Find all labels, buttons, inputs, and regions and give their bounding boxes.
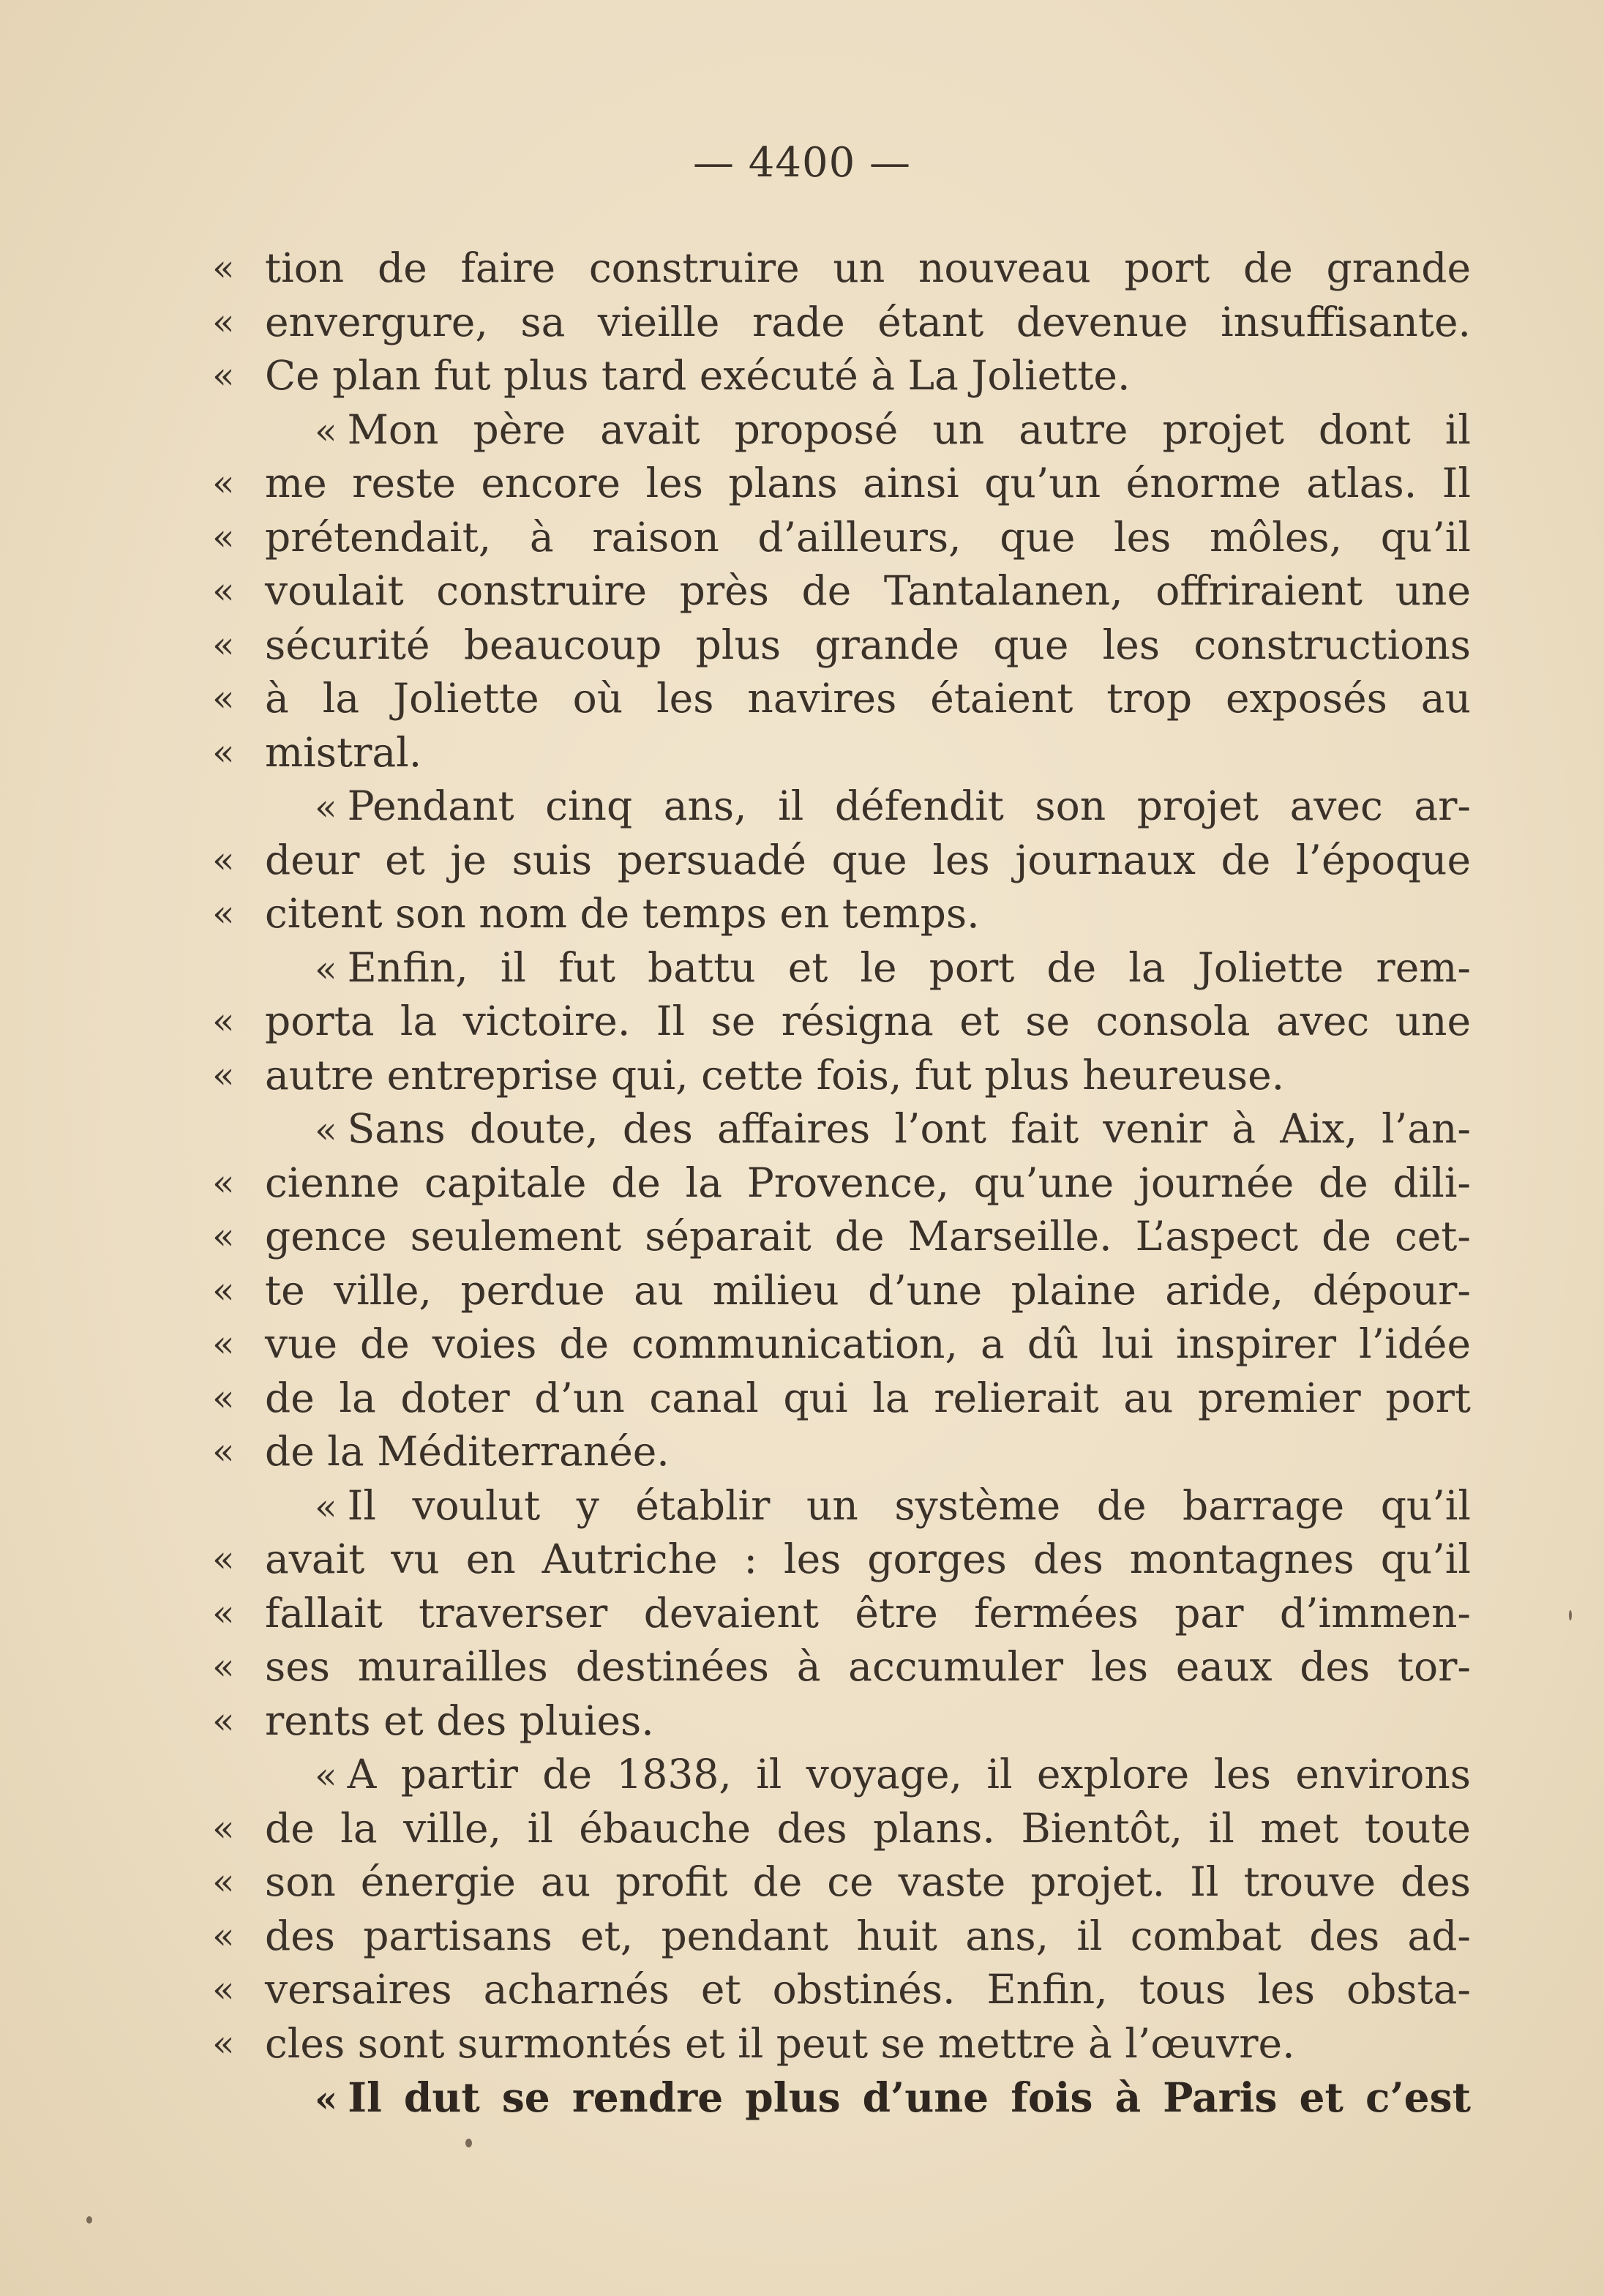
text-line (212, 1640, 1471, 1694)
continuation-guillemet: « (212, 1215, 235, 1257)
line-text: Pendant cinq ans, il défendit son projet avec ar- (347, 782, 1471, 829)
line-text: fallait traverser devaient être fermées par d’immen- (265, 1589, 1471, 1637)
continuation-guillemet: « (212, 1000, 235, 1042)
text-line (212, 349, 1471, 403)
line-text: son énergie au profit de ce vaste projet. Il trouve des (265, 1858, 1471, 1905)
line-text: te ville, perdue au milieu d’une plaine aride, dépour- (265, 1266, 1471, 1314)
text-line (212, 1156, 1471, 1211)
line-text: Il dut se rendre plus d’une fois à Paris et c’est (348, 2073, 1471, 2121)
text-line (212, 995, 1471, 1049)
line-text: ses murailles destinées à accumuler les eaux des tor- (265, 1643, 1471, 1690)
line-text: des partisans et, pendant huit ans, il combat des ad- (265, 1912, 1471, 1959)
continuation-guillemet: « (212, 1914, 235, 1957)
text-line (212, 1317, 1471, 1372)
line-text: à la Joliette où les navires étaient trop exposés au (265, 675, 1471, 722)
continuation-guillemet: « (212, 1430, 235, 1473)
opening-guillemet: « (315, 1109, 337, 1151)
opening-guillemet: « (315, 947, 337, 990)
text-line (212, 2071, 1471, 2125)
continuation-guillemet: « (212, 1268, 235, 1312)
text-line (212, 1049, 1471, 1103)
text-line (212, 564, 1471, 618)
text-line (212, 1533, 1471, 1587)
line-text: Il voulut y établir un système de barrage qu’il (347, 1481, 1471, 1529)
text-line (212, 1587, 1471, 1641)
continuation-guillemet: « (212, 838, 235, 881)
text-line (212, 1372, 1471, 1426)
text-line (212, 1694, 1471, 1749)
line-text: cles sont surmontés et il peut se mettre à l’œuvre. (265, 2019, 1295, 2067)
line-text: cienne capitale de la Provence, qu’une journée de dili- (265, 1159, 1471, 1206)
opening-guillemet: « (315, 1754, 337, 1797)
line-text: avait vu en Autriche : les gorges des montagnes qu’il (265, 1536, 1471, 1582)
continuation-guillemet: « (212, 1591, 235, 1634)
opening-guillemet: « (315, 2077, 338, 2120)
text-line (212, 779, 1471, 834)
continuation-guillemet: « (212, 1699, 235, 1742)
line-text: Ce plan fut plus tard exécuté à La Joliette. (265, 352, 1131, 399)
text-line (212, 242, 1471, 296)
line-text: mistral. (265, 728, 422, 776)
continuation-guillemet: « (212, 892, 235, 935)
continuation-guillemet: « (212, 1376, 235, 1419)
text-line (212, 887, 1471, 941)
continuation-guillemet: « (212, 1645, 235, 1688)
continuation-guillemet: « (212, 1161, 235, 1204)
line-text: envergure, sa vieille rade étant devenue insuffisante. (265, 298, 1471, 345)
line-text: Enfin, il fut battu et le port de la Joliette rem- (347, 943, 1471, 991)
line-text: de la doter d’un canal qui la relierait au premier port (265, 1374, 1471, 1421)
line-text: tion de faire construire un nouveau port de grande (265, 244, 1471, 291)
continuation-guillemet: « (212, 1861, 235, 1903)
text-line (212, 672, 1471, 726)
line-text: Sans doute, des affaires l’ont fait venir à Aix, l’an- (347, 1105, 1471, 1152)
text-line (212, 1210, 1471, 1264)
text-line (212, 403, 1471, 457)
line-text: A partir de 1838, il voyage, il explore les environs (347, 1751, 1471, 1798)
text-line (212, 1264, 1471, 1318)
continuation-guillemet: « (212, 247, 235, 289)
text-line (212, 296, 1471, 350)
continuation-guillemet: « (212, 1968, 235, 2011)
continuation-guillemet: « (212, 462, 235, 504)
line-text: versaires acharnés et obstinés. Enfin, tous les obsta- (265, 1966, 1471, 2013)
line-text: citent son nom de temps en temps. (265, 890, 980, 937)
line-text: prétendait, à raison d’ailleurs, que les môles, qu’il (265, 513, 1471, 561)
ink-speck (465, 2139, 472, 2147)
text-line (212, 1802, 1471, 1856)
text-line (212, 511, 1471, 565)
text-line (212, 1963, 1471, 2017)
line-text: rents et des pluies. (265, 1697, 654, 1744)
opening-guillemet: « (315, 409, 337, 452)
continuation-guillemet: « (212, 1538, 235, 1580)
opening-guillemet: « (315, 1485, 337, 1528)
line-text: sécurité beaucoup plus grande que les constructions (265, 621, 1471, 668)
continuation-guillemet: « (212, 300, 235, 343)
line-text: deur et je suis persuadé que les journaux de l’époque (265, 836, 1471, 883)
page-number: — 4400 — (692, 139, 912, 187)
continuation-guillemet: « (212, 730, 235, 774)
line-text: gence seulement séparait de Marseille. L’aspect de cet- (265, 1213, 1471, 1260)
continuation-guillemet: « (212, 515, 235, 558)
text-line (212, 726, 1471, 780)
continuation-guillemet: « (212, 2022, 235, 2065)
line-text: voulait construire près de Tantalanen, offriraient une (265, 567, 1471, 614)
text-line (212, 941, 1471, 995)
opening-guillemet: « (315, 786, 337, 829)
text-line (212, 1479, 1471, 1533)
text-line (212, 1425, 1471, 1479)
continuation-guillemet: « (212, 569, 235, 612)
body-text (212, 242, 1471, 2125)
line-text: vue de voies de communication, a dû lui inspirer l’idée (265, 1320, 1471, 1367)
continuation-guillemet: « (212, 623, 235, 666)
text-line (212, 1855, 1471, 1910)
continuation-guillemet: « (212, 354, 235, 397)
line-text: Mon père avait proposé un autre projet dont il (347, 405, 1471, 453)
text-line (212, 834, 1471, 888)
line-text: autre entreprise qui, cette fois, fut plus heureuse. (265, 1051, 1285, 1099)
line-text: porta la victoire. Il se résigna et se consola avec une (265, 998, 1471, 1044)
text-line (212, 1748, 1471, 1802)
text-line (212, 1102, 1471, 1156)
text-line (212, 2017, 1471, 2071)
continuation-guillemet: « (212, 1806, 235, 1850)
line-text: de la ville, il ébauche des plans. Bientôt, il met toute (265, 1804, 1471, 1852)
text-line (212, 618, 1471, 673)
line-text: me reste encore les plans ainsi qu’un énorme atlas. Il (265, 460, 1471, 506)
continuation-guillemet: « (212, 1053, 235, 1096)
continuation-guillemet: « (212, 677, 235, 719)
line-text: de la Méditerranée. (265, 1428, 670, 1475)
ink-speck (86, 2216, 92, 2224)
continuation-guillemet: « (212, 1323, 235, 1365)
ink-speck (1569, 1610, 1572, 1620)
text-line (212, 457, 1471, 511)
text-line (212, 1910, 1471, 1964)
